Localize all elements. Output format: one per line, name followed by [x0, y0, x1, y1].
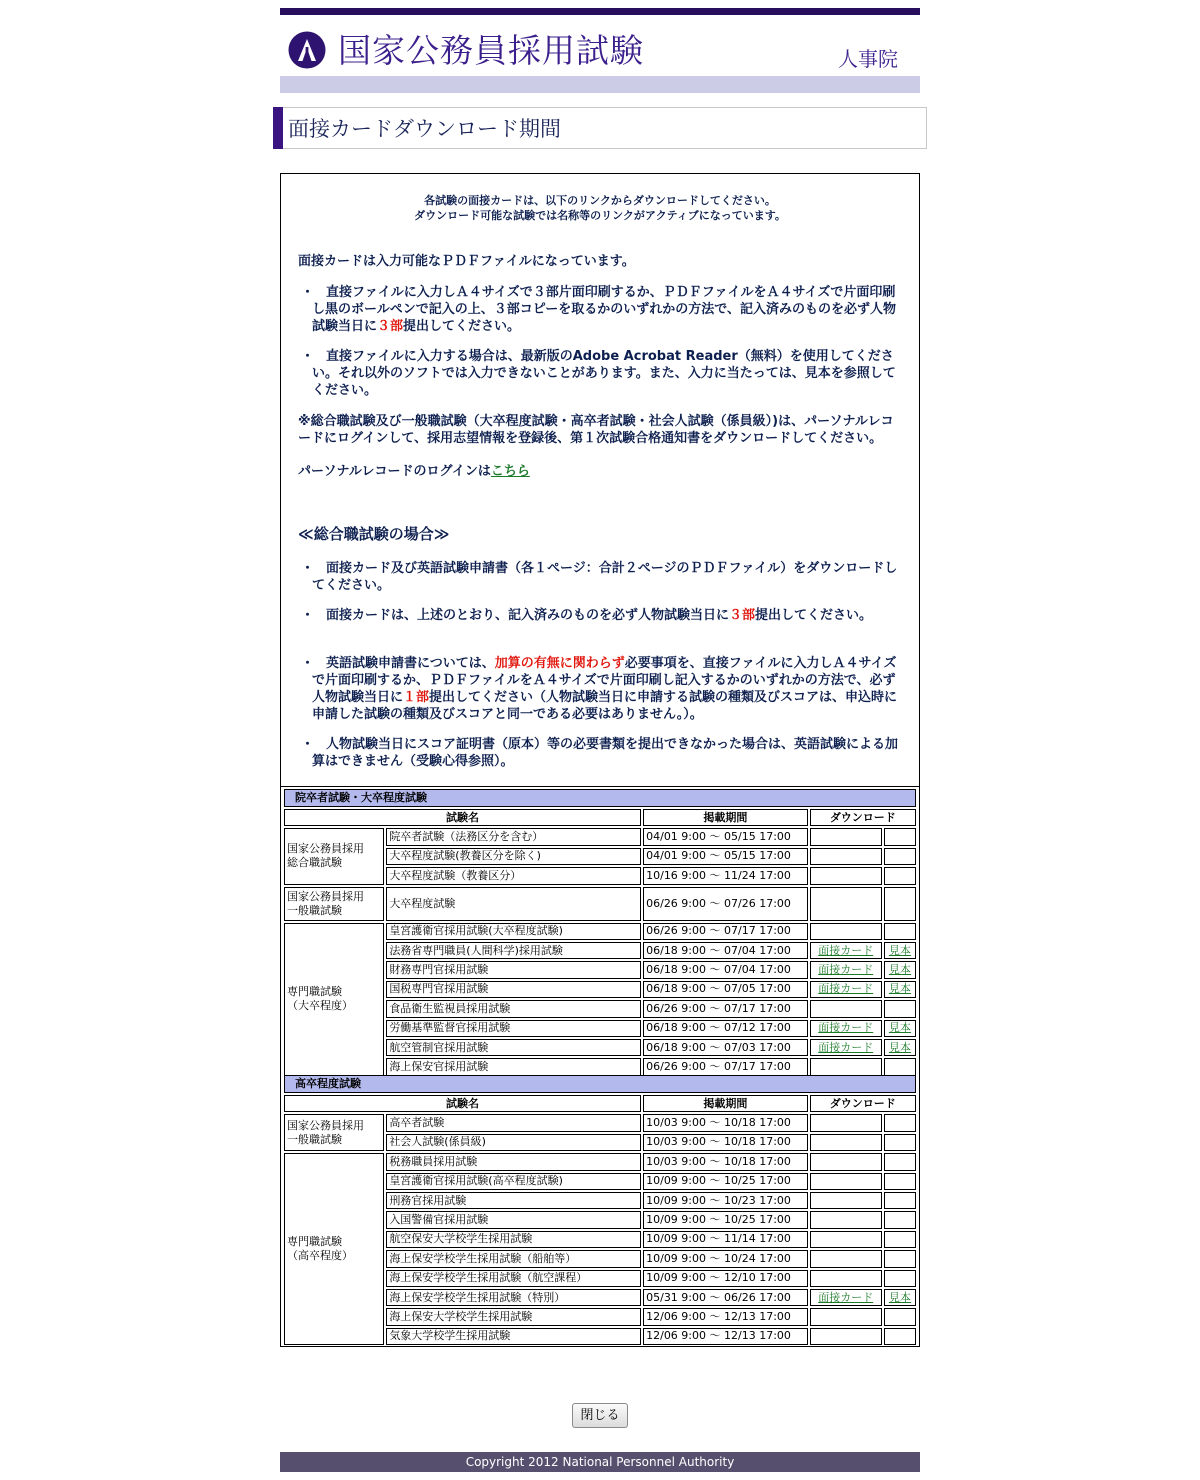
- exam-name: 大卒程度試験: [386, 887, 641, 921]
- col-header-download: ダウンロード: [810, 1095, 916, 1112]
- download-card-cell: [810, 1039, 882, 1056]
- download-card-cell: [810, 1289, 882, 1306]
- col-header-period: 掲載期間: [643, 1095, 808, 1112]
- exam-name: 国税専門官採用試験: [386, 981, 641, 998]
- download-card-cell: [810, 1134, 882, 1151]
- exam-period: 10/09 9:00 ～ 11/14 17:00: [643, 1231, 808, 1248]
- download-card-cell: [810, 1192, 882, 1209]
- table-row: [284, 887, 916, 921]
- jinjiin-logo-icon: [288, 31, 326, 69]
- download-card-cell: [810, 1020, 882, 1037]
- sogo-bullet-4: ・ 人物試験当日にスコア証明書（原本）等の必要書類を提出できなかった場合は、英語試験による加算はできません（受験心得参照）。: [301, 737, 899, 769]
- interview-card-link[interactable]: 面接カード: [818, 1021, 874, 1035]
- download-sample-cell: [884, 867, 916, 884]
- exam-period: 04/01 9:00 ～ 05/15 17:00: [643, 848, 808, 865]
- download-sample-cell: [884, 1328, 916, 1345]
- intro-text: [281, 193, 919, 223]
- exam-name: 財務専門官採用試験: [386, 961, 641, 978]
- exam-name: 気象大学校学生採用試験: [386, 1328, 641, 1345]
- sogo-bullet-3: ・ 英語試験申請書については、加算の有無に関わらず必要事項を、直接ファイルに入力しＡ４サイズで片面印刷するか、ＰＤＦファイルをＡ４サイズで片面印刷し記入するかのいずれかの方法で、必ず人物試験当日に１部提出してください（人物試験当日に申請する試験の種類及びスコアは、申込時に申請した試験の種類及びスコアと同一である必要はありません。）。: [301, 656, 898, 722]
- content-box: [280, 173, 920, 1347]
- exam-table-daisotsu: [282, 787, 918, 1078]
- table-header-row: [284, 1095, 916, 1112]
- download-sample-cell: [884, 1039, 916, 1056]
- exam-period: 10/03 9:00 ～ 10/18 17:00: [643, 1134, 808, 1151]
- download-card-cell: [810, 828, 882, 845]
- table-row: [284, 1153, 916, 1170]
- sample-link[interactable]: 見本: [888, 943, 911, 957]
- exam-period: 10/03 9:00 ～ 10/18 17:00: [643, 1114, 808, 1131]
- header-sub-bar: [280, 76, 920, 93]
- exam-period: 10/03 9:00 ～ 10/18 17:00: [643, 1153, 808, 1170]
- download-sample-cell: [884, 1250, 916, 1267]
- exam-period: 04/01 9:00 ～ 05/15 17:00: [643, 828, 808, 845]
- download-card-cell: [810, 961, 882, 978]
- exam-period: 06/18 9:00 ～ 07/05 17:00: [643, 981, 808, 998]
- exam-table-kousotsu: [282, 1073, 918, 1347]
- close-button[interactable]: 閉じる: [572, 1403, 628, 1428]
- exam-name: 大卒程度試験（教養区分）: [386, 867, 641, 884]
- exam-name: 食品衛生監視員採用試験: [386, 1000, 641, 1017]
- download-sample-cell: [884, 1153, 916, 1170]
- exam-period: 06/26 9:00 ～ 07/26 17:00: [643, 887, 808, 921]
- exam-name: 高卒者試験: [386, 1114, 641, 1131]
- exam-period: 10/16 9:00 ～ 11/24 17:00: [643, 867, 808, 884]
- exam-name: 皇宮護衛官採用試験(高卒程度試験): [386, 1173, 641, 1190]
- exam-name: 航空保安大学校学生採用試験: [386, 1231, 641, 1248]
- table-row: [284, 1114, 916, 1131]
- header-top-bar: [280, 8, 920, 15]
- exam-name: 海上保安学校学生採用試験（特別）: [386, 1289, 641, 1306]
- site-title: 国家公務員採用試験: [338, 31, 644, 70]
- download-card-cell: [810, 981, 882, 998]
- interview-card-link[interactable]: 面接カード: [818, 1040, 874, 1054]
- exam-period: 06/26 9:00 ～ 07/17 17:00: [643, 1000, 808, 1017]
- exam-name: 海上保安大学校学生採用試験: [386, 1308, 641, 1325]
- download-sample-cell: [884, 942, 916, 959]
- section-title: 院卒者試験・大卒程度試験: [284, 789, 916, 807]
- table-row: [284, 923, 916, 940]
- exam-period: 06/18 9:00 ～ 07/04 17:00: [643, 942, 808, 959]
- login-line: パーソナルレコードのログインはこちら: [298, 464, 530, 479]
- download-sample-cell: [884, 1000, 916, 1017]
- exam-name: 航空管制官採用試験: [386, 1039, 641, 1056]
- download-card-cell: [810, 1328, 882, 1345]
- login-link[interactable]: こちら: [490, 464, 530, 479]
- download-card-cell: [810, 1308, 882, 1325]
- download-sample-cell: [884, 923, 916, 940]
- exam-group-label: 国家公務員採用 一般職試験: [284, 1114, 384, 1151]
- exam-period: 10/09 9:00 ～ 10/23 17:00: [643, 1192, 808, 1209]
- download-sample-cell: [884, 1270, 916, 1287]
- sample-link[interactable]: 見本: [888, 963, 911, 977]
- download-sample-cell: [884, 1211, 916, 1228]
- download-card-cell: [810, 848, 882, 865]
- download-sample-cell: [884, 828, 916, 845]
- download-sample-cell: [884, 1114, 916, 1131]
- interview-card-link[interactable]: 面接カード: [818, 1290, 874, 1304]
- sogo-bullet-1: ・ 面接カード及び英語試験申請書（各１ページ：合計２ページのＰＤＦファイル）をダウンロードしてください。: [301, 561, 898, 593]
- download-sample-cell: [884, 1134, 916, 1151]
- heading-accent: [273, 107, 283, 149]
- download-card-cell: [810, 1231, 882, 1248]
- exam-period: 10/09 9:00 ～ 10/24 17:00: [643, 1250, 808, 1267]
- exam-name: 労働基準監督官採用試験: [386, 1020, 641, 1037]
- exam-group-label: 国家公務員採用 総合職試験: [284, 828, 384, 884]
- download-sample-cell: [884, 1173, 916, 1190]
- download-card-cell: [810, 887, 882, 921]
- page-title: 面接カードダウンロード期間: [288, 117, 561, 141]
- sample-link[interactable]: 見本: [888, 1290, 911, 1304]
- section-row: [284, 1075, 916, 1093]
- exam-name: 皇宮護衛官採用試験(大卒程度試験): [386, 923, 641, 940]
- note-bullet-2: ・ 直接ファイルに入力する場合は、最新版のAdobe Acrobat Reader（無料）を使用してください。それ以外のソフトでは入力できないことがあります。また、入力に当たっては、見本を参照してください。: [301, 349, 896, 398]
- sogo-bullet-2: ・ 面接カードは、上述のとおり、記入済みのものを必ず人物試験当日に３部提出してください。: [301, 608, 873, 623]
- footer-copyright: Copyright 2012 National Personnel Authority: [280, 1452, 920, 1472]
- exam-period: 10/09 9:00 ～ 10/25 17:00: [643, 1211, 808, 1228]
- download-sample-cell: [884, 848, 916, 865]
- exam-period: 10/09 9:00 ～ 12/10 17:00: [643, 1270, 808, 1287]
- exam-period: 06/26 9:00 ～ 07/17 17:00: [643, 923, 808, 940]
- sample-link[interactable]: 見本: [888, 1021, 911, 1035]
- interview-card-link[interactable]: 面接カード: [818, 943, 874, 957]
- download-sample-cell: [884, 887, 916, 921]
- exam-name: 海上保安学校学生採用試験（船舶等）: [386, 1250, 641, 1267]
- exam-group-label: 国家公務員採用 一般職試験: [284, 887, 384, 921]
- table-row: [284, 828, 916, 845]
- download-card-cell: [810, 942, 882, 959]
- exam-period: 06/18 9:00 ～ 07/12 17:00: [643, 1020, 808, 1037]
- exam-period: 05/31 9:00 ～ 06/26 17:00: [643, 1289, 808, 1306]
- exam-group-label: 専門職試験 （大卒程度）: [284, 923, 384, 1076]
- download-sample-cell: [884, 1308, 916, 1325]
- exam-name: 税務職員採用試験: [386, 1153, 641, 1170]
- col-header-download: ダウンロード: [810, 809, 916, 826]
- exam-name: 社会人試験(係員級): [386, 1134, 641, 1151]
- download-card-cell: [810, 1250, 882, 1267]
- download-card-cell: [810, 923, 882, 940]
- exam-name: 法務省専門職員(人間科学)採用試験: [386, 942, 641, 959]
- exam-period: 12/06 9:00 ～ 12/13 17:00: [643, 1328, 808, 1345]
- exam-name: 大卒程度試験(教養区分を除く): [386, 848, 641, 865]
- exam-name: 入国警備官採用試験: [386, 1211, 641, 1228]
- exam-group-label: 専門職試験 （高卒程度）: [284, 1153, 384, 1345]
- page-heading: [273, 107, 927, 149]
- col-header-name: 試験名: [284, 1095, 641, 1112]
- agency-name: 人事院: [838, 47, 898, 71]
- col-header-period: 掲載期間: [643, 809, 808, 826]
- sample-link[interactable]: 見本: [888, 1040, 911, 1054]
- sample-link[interactable]: 見本: [888, 982, 911, 996]
- exam-period: 10/09 9:00 ～ 10/25 17:00: [643, 1173, 808, 1190]
- download-card-cell: [810, 1000, 882, 1017]
- download-sample-cell: [884, 1231, 916, 1248]
- table-header-row: [284, 809, 916, 826]
- pdf-note: 面接カードは入力可能なＰＤＦファイルになっています。: [298, 254, 635, 269]
- exam-period: 12/06 9:00 ～ 12/13 17:00: [643, 1308, 808, 1325]
- download-sample-cell: [884, 1289, 916, 1306]
- intro-line-1: 各試験の面接カードは、以下のリンクからダウンロードしてください。: [424, 194, 776, 207]
- exam-name: 海上保安学校学生採用試験（航空課程）: [386, 1270, 641, 1287]
- download-sample-cell: [884, 1192, 916, 1209]
- download-sample-cell: [884, 961, 916, 978]
- exam-name: 海上保安官採用試験: [386, 1058, 641, 1075]
- personal-record-note: ※総合職試験及び一般職試験（大卒程度試験・高卒者試験・社会人試験（係員級）)は、パーソナルレコードにログインして、採用志望情報を登録後、第１次試験合格通知書をダウンロードしてください。: [298, 414, 894, 446]
- download-card-cell: [810, 1270, 882, 1287]
- exam-name: 院卒者試験（法務区分を含む）: [386, 828, 641, 845]
- interview-card-link[interactable]: 面接カード: [818, 982, 874, 996]
- download-sample-cell: [884, 981, 916, 998]
- note-bullet-1: ・ 直接ファイルに入力しＡ４サイズで３部片面印刷するか、ＰＤＦファイルをＡ４サイズで片面印刷し黒のボールペンで記入の上、３部コピーを取るかのいずれかの方法で、記入済みのものを必ず人物試験当日に３部提出してください。: [301, 285, 896, 334]
- interview-card-link[interactable]: 面接カード: [818, 963, 874, 977]
- intro-line-2: ダウンロード可能な試験では名称等のリンクがアクティブになっています。: [414, 209, 786, 222]
- exam-period: 06/26 9:00 ～ 07/17 17:00: [643, 1058, 808, 1075]
- exam-period: 06/18 9:00 ～ 07/03 17:00: [643, 1039, 808, 1056]
- download-sample-cell: [884, 1020, 916, 1037]
- col-header-name: 試験名: [284, 809, 641, 826]
- exam-period: 06/18 9:00 ～ 07/04 17:00: [643, 961, 808, 978]
- download-card-cell: [810, 1153, 882, 1170]
- download-card-cell: [810, 867, 882, 884]
- download-card-cell: [810, 1173, 882, 1190]
- download-card-cell: [810, 1211, 882, 1228]
- sogo-heading: ≪総合職試験の場合≫: [298, 525, 450, 543]
- section-title: 高卒程度試験: [284, 1075, 916, 1093]
- exam-name: 刑務官採用試験: [386, 1192, 641, 1209]
- section-row: [284, 789, 916, 807]
- download-card-cell: [810, 1114, 882, 1131]
